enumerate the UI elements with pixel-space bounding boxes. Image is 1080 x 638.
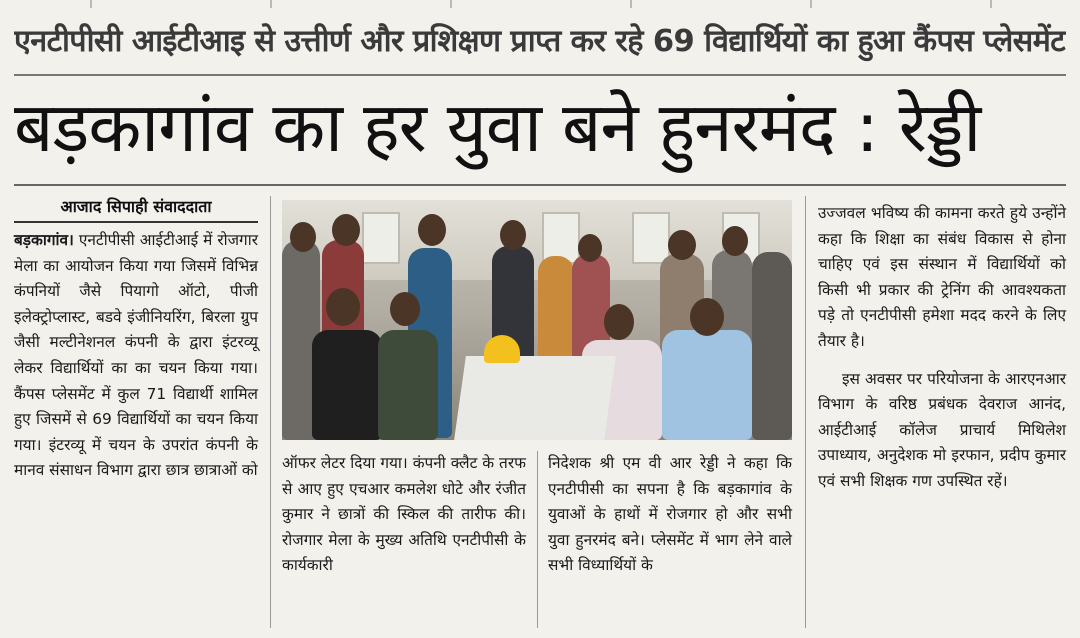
photo-person xyxy=(312,330,382,440)
photo-person xyxy=(662,330,752,440)
photo-window xyxy=(362,212,400,264)
photo-table xyxy=(454,356,616,440)
dateline: बड़कागांव। xyxy=(14,231,74,249)
article-column-3 xyxy=(548,451,792,631)
headline-divider-top xyxy=(14,74,1066,76)
photo-head xyxy=(290,222,316,252)
sub-headline: एनटीपीसी आईटीआइ से उत्तीर्ण और प्रशिक्षण प्राप्त कर रहे 69 विद्यार्थियों का हुआ कैंपस प्लेसमेंट xyxy=(14,24,1066,59)
column-divider xyxy=(270,196,271,628)
column-divider xyxy=(805,196,806,628)
photo-head xyxy=(332,214,360,246)
photo-head xyxy=(690,298,724,336)
photo-head xyxy=(722,226,748,256)
headline-divider-bottom xyxy=(14,184,1066,186)
article-column-4-para-2: इस अवसर पर परियोजना के आरएनआर विभाग के वरिष्ठ प्रबंधक देवराज आनंद, आईटीआई कॉलेज प्राचार्य मिथिलेश उपाध्याय, अनुदेशक मो इरफान, प्रदीप कुमार एवं सभी शिक्षक गण उपस्थित रहें। xyxy=(818,369,1066,490)
photo-head xyxy=(326,288,360,326)
photo-person xyxy=(378,330,438,440)
photo-head xyxy=(578,234,602,262)
photo-head xyxy=(604,304,634,340)
photo-head xyxy=(500,220,526,250)
article-column-1-text: एनटीपीसी आईटीआई में रोजगार मेला का आयोजन किया गया जिसमें विभिन्न कंपनियों जैसे पियागो ऑटो, पीजी इलेक्ट्रोप्लास्ट, बडवे इंजीनियरिंग, बिरला ग्रुप जैसी मल्टीनेशनल कंपनी के द्वारा इंटरव्यू लेकर विद्यार्थियों का का चयन किया गया। कैंपस प्लेसमेंट में कुल 71 विद्यार्थी शामिल हुए जिसमें से 69 विद्यार्थियों का चयन किया गया। इंटरव्यू में चयन के उपरांत कंपनी के मानव संसाधन विभाग द्वारा छात्र छात्राओं को xyxy=(14,231,258,480)
photo-head xyxy=(418,214,446,246)
article-column-2-text: ऑफर लेटर दिया गया। कंपनी क्लैट के तरफ से आए हुए एचआर कमलेश धोटे और रंजीत कुमार ने छात्रों की स्किल की तारीफ की। रोजगार मेला के मुख्य अतिथि एनटीपीसी के कार्यकारी xyxy=(282,454,526,575)
main-headline: बड़कागांव का हर युवा बने हुनरमंद : रेड्डी xyxy=(14,88,981,168)
byline: आजाद सिपाही संवाददाता xyxy=(14,195,258,223)
article-column-3-text: निदेशक श्री एम वी आर रेड्डी ने कहा कि एनटीपीसी का सपना है कि बड़कागांव के युवाओं के हाथों में रोजगार हो और सभी युवा हुनरमंद बने। प्लेसमेंट में भाग लेने वाले सभी विध्यार्थियों के xyxy=(548,454,792,575)
article-column-4-para-1: उज्जवल भविष्य की कामना करते हुये उन्होंने कहा कि शिक्षा का संबंध विकास से होना चाहिए एवं इस संस्थान में विद्यार्थियों को किसी भी प्रकार की ट्रेनिंग की आवश्यकता पड़े तो एनटीपीसी हमेशा मदद करने के लिए तैयार है। xyxy=(818,204,1066,350)
column-divider xyxy=(537,451,538,628)
article-column-4 xyxy=(818,201,1066,631)
photo-helmet xyxy=(484,335,520,363)
photo-head xyxy=(668,230,696,260)
photo-window xyxy=(632,212,670,264)
top-edge-strip xyxy=(0,0,1080,8)
article-column-2 xyxy=(282,451,526,631)
news-photo xyxy=(282,200,792,440)
photo-person xyxy=(752,252,792,440)
photo-head xyxy=(390,292,420,326)
article-column-1 xyxy=(14,228,258,628)
